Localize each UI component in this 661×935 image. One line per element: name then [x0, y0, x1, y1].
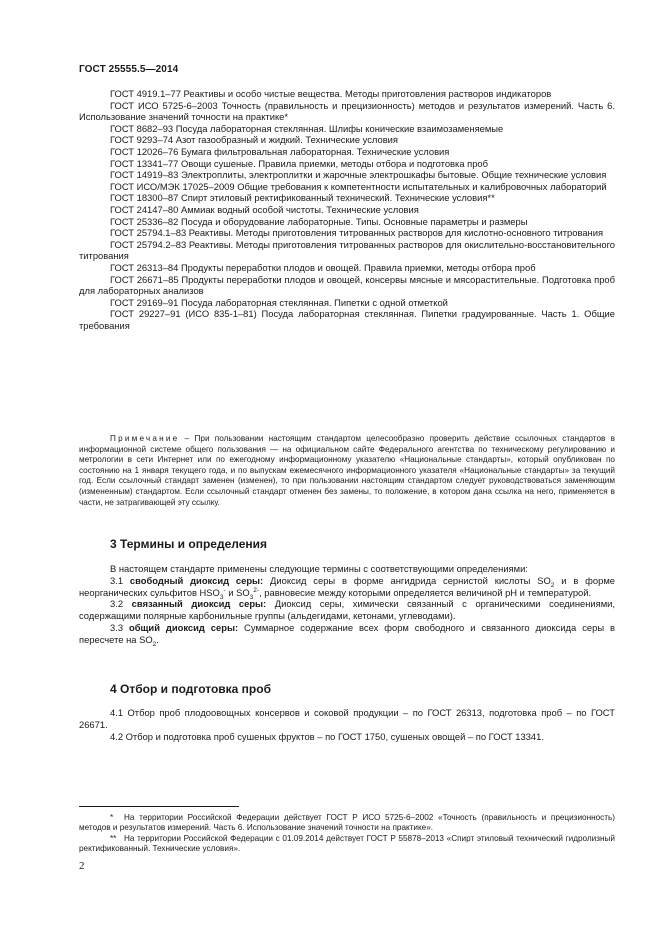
section-4-title: 4 Отбор и подготовка проб [110, 682, 272, 696]
section-4-paragraph: 4.2 Отбор и подготовка проб сушеных фруктов – по ГОСТ 1750, сушеных овощей – по ГОСТ 13341. [110, 730, 544, 742]
reference-item: ГОСТ 12026–76 Бумага фильтровальная лабораторная. Технические условия [110, 145, 450, 157]
term-definition: Диоксид серы, химически связанный с органическими соединениями, содержащими полярные карбонильные группы (альдегидами, кетонами, углеводами). [79, 598, 615, 622]
reference-item: ГОСТ 26671–85 Продукты переработки плодов и овощей, консервы мясные и мясорастительные. Подготовка проб для лабораторных анализов [79, 273, 615, 297]
page-number: 2 [79, 860, 85, 872]
term-definition: , равновесие между которыми определяется величиной pH и температурой. [259, 586, 592, 598]
reference-item: ГОСТ 24147–80 Аммиак водный особой чистоты. Технические условия [110, 203, 419, 215]
reference-item: ГОСТ 29169–91 Посуда лабораторная стеклянная. Пипетки с одной отметкой [110, 296, 448, 308]
subscript: 2 [550, 581, 555, 589]
footnote-mark: ** [110, 833, 117, 843]
reference-item: ГОСТ 25336–82 Посуда и оборудование лабораторные. Типы. Основные параметры и размеры [110, 215, 528, 227]
term-free-sulfur-dioxide [79, 575, 615, 599]
section-4-paragraph: 4.1 Отбор проб плодоовощных консервов и соковой продукции – по ГОСТ 26313, подготовка проб – по ГОСТ 26671. [79, 707, 615, 730]
term-name: связанный диоксид серы: [131, 598, 267, 610]
note-label: Примечание [110, 434, 180, 443]
footnote-mark: * [110, 813, 114, 822]
reference-item: ГОСТ 25794.1–83 Реактивы. Методы приготовления титрованных растворов для кислотно-основного титрования [110, 227, 604, 239]
superscript: - [223, 586, 226, 594]
footnote-text: На территории Российской Федерации действует ГОСТ Р ИСО 5725-6–2002 «Точность (правильность и прецизионность) методов и результатов измерений. Часть 6. Использование значений точности на практике». [79, 813, 615, 833]
term-bound-sulfur-dioxide [79, 598, 615, 622]
term-definition: Суммарное содержание всех форм свободного и связанного диоксида серы в пересчете на SO [79, 621, 615, 645]
subscript: 3 [249, 593, 254, 601]
term-number: 3.1 [110, 574, 130, 586]
subscript: 3 [219, 593, 224, 601]
superscript: 2- [253, 586, 260, 594]
reference-item: ГОСТ 8682–93 Посуда лабораторная стеклянная. Шлифы конические взаимозаменяемые [110, 122, 504, 134]
footnotes [79, 813, 615, 855]
term-name: общий диоксид серы: [129, 621, 239, 633]
term-definition: и в форме неорганических сульфитов HSO [79, 574, 615, 598]
note-text: – При пользовании настоящим стандартом целесообразно проверить действие ссылочных стандартов в информационной системе общего пользования — на официальном сайте Федерального агентства по техническому регулированию и метрологии в сети Интернет или по ежегодному информационному указателю «Национальные стандарты», который опубликован по состоянию на 1 января текущего года, и по выпускам ежемесячного информационного указателя «Национальные стандарты» за текущий год. Если ссылочный стандарт заменен (изменен), то при пользовании настоящим стандартом следует руководствоваться заменяющим (измененным) стандартом. Если ссылочный стандарт отменен без замены, то положение, в котором дана ссылка на него, применяется в части, не затрагивающей эту ссылку. [79, 434, 615, 507]
section-3-intro: В настоящем стандарте применены следующие термины с соответствующими определениями: [110, 563, 528, 574]
footnote [79, 834, 615, 855]
footnote-text: На территории Российской Федерации с 01.09.2014 действует ГОСТ Р 55878–2013 «Спирт этиловый технический гидролизный ректификованный. Технические условия». [79, 833, 615, 854]
reference-item: ГОСТ 14919–83 Электроплиты, электроплитки и жарочные электрошкафы бытовые. Общие технические условия [110, 169, 607, 181]
reference-item: ГОСТ 25794.2–83 Реактивы. Методы приготовления титрованных растворов для окислительно-восстановительного титрования [79, 238, 615, 262]
term-definition: . [156, 633, 159, 645]
term-number: 3.3 [110, 621, 129, 633]
footnote [79, 813, 615, 834]
footnote-divider [79, 806, 239, 807]
section-3-title: 3 Термины и определения [110, 537, 268, 551]
reference-item: ГОСТ 4919.1–77 Реактивы и особо чистые вещества. Методы приготовления растворов индикаторов [110, 88, 552, 99]
reference-item: ГОСТ 26313–84 Продукты переработки плодов и овощей. Правила приемки, методы отбора проб [110, 261, 536, 273]
section-3-body [79, 563, 615, 646]
reference-item: ГОСТ 9293–74 Азот газообразный и жидкий. Технические условия [110, 134, 398, 146]
reference-item: ГОСТ 18300–87 Спирт этиловый ректификованный технический. Технические условия** [110, 192, 495, 204]
term-definition: Диоксид серы в форме ангидрида сернистой кислоты SO [263, 574, 551, 586]
section-4-body [79, 707, 615, 742]
references-note [79, 434, 615, 508]
reference-item: ГОСТ ИСО 5725-6–2003 Точность (правильность и прецизионность) методов и результатов измерений. Часть 6. Использование значений точности на практике* [79, 99, 615, 123]
reference-item: ГОСТ 13341–77 Овощи сушеные. Правила приемки, методы отбора и подготовка проб [110, 157, 489, 169]
term-number: 3.2 [110, 598, 132, 610]
reference-item: ГОСТ ИСО/МЭК 17025–2009 Общие требования к компетентности испытательных и калибровочных лабораторий [110, 180, 607, 192]
term-total-sulfur-dioxide [79, 622, 615, 646]
term-name: свободный диоксид серы: [129, 574, 264, 586]
term-definition: и SO [225, 586, 250, 598]
document-header: ГОСТ 25555.5—2014 [79, 64, 179, 75]
subscript: 2 [152, 640, 157, 648]
reference-item: ГОСТ 29227–91 (ИСО 835-1–81) Посуда лабораторная стеклянная. Пипетки градуированные. Часть 1. Общие требования [79, 308, 615, 331]
normative-references-list [79, 88, 615, 331]
